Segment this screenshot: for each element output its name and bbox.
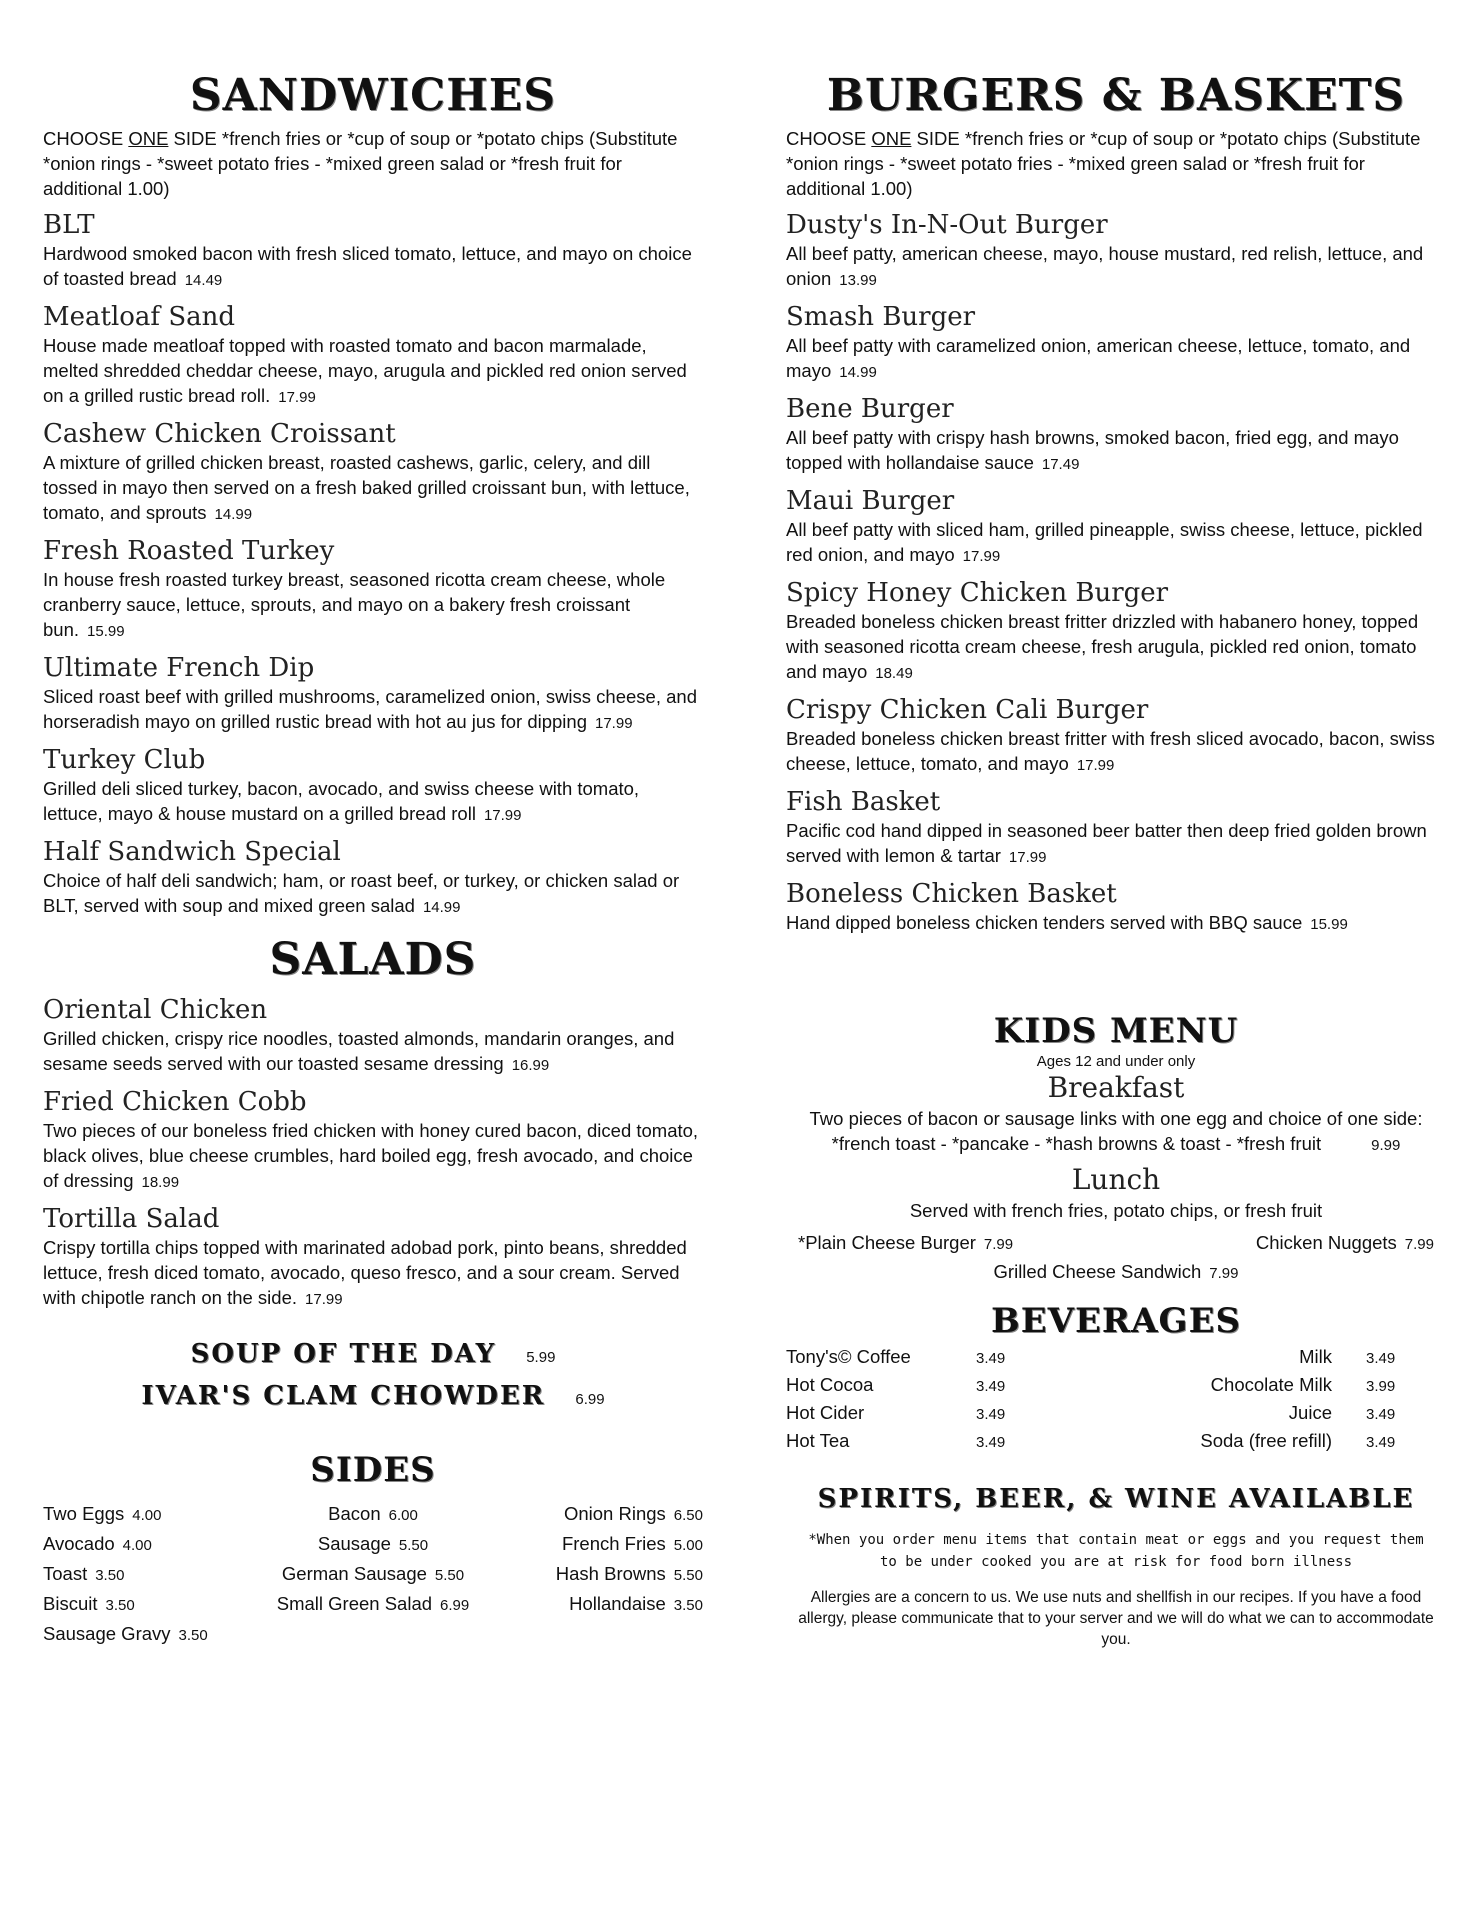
item-price: 14.49 bbox=[184, 272, 223, 289]
kids-lunch-title: Lunch bbox=[1071, 1163, 1161, 1196]
item-name: Meatloaf Sand bbox=[43, 302, 236, 332]
beverage-price: 3.49 bbox=[1366, 1434, 1396, 1451]
menu-item bbox=[786, 878, 1446, 937]
side-item: Sausage 5.50 bbox=[317, 1533, 429, 1554]
beverage-row bbox=[786, 1371, 1446, 1399]
item-name: Bene Burger bbox=[786, 394, 954, 424]
item-price: 17.99 bbox=[278, 389, 316, 406]
menu-item bbox=[43, 209, 703, 293]
side-item: Hash Browns 5.50 bbox=[555, 1563, 703, 1584]
menu-item bbox=[43, 652, 703, 736]
kids-lunch-item: Grilled Cheese Sandwich 7.99 bbox=[993, 1261, 1239, 1282]
menu-item bbox=[786, 393, 1446, 477]
food-safety-notice: *When you order menu items that contain meat or eggs and you request them to be under cooked you are at risk for food born illness bbox=[808, 1532, 1424, 1570]
side-item: German Sausage 5.50 bbox=[281, 1563, 465, 1584]
item-description: Grilled deli sliced turkey, bacon, avocado, and swiss cheese with tomato, lettuce, mayo & house mustard on a grilled bread roll 17.99 bbox=[43, 778, 640, 824]
beverage-name: Hot Cocoa bbox=[786, 1374, 874, 1395]
item-price: 14.99 bbox=[422, 899, 461, 916]
sandwich-list bbox=[43, 209, 703, 920]
soup-of-the-day: SOUP OF THE DAY 5.99 bbox=[190, 1339, 556, 1369]
beverage-name: Chocolate Milk bbox=[1210, 1374, 1332, 1395]
menu-item bbox=[786, 209, 1446, 293]
menu-item bbox=[43, 1086, 703, 1195]
side-item: Toast 3.50 bbox=[43, 1563, 125, 1584]
beverage-price: 3.49 bbox=[1366, 1350, 1396, 1367]
beverage-row bbox=[786, 1343, 1446, 1371]
kids-subtitle: Ages 12 and under only bbox=[1036, 1053, 1196, 1070]
beverage-price: 3.49 bbox=[1366, 1406, 1396, 1423]
allergy-notice: Allergies are a concern to us. We use nuts and shellfish in our recipes. If you have a food allergy, please communicate that to your server and we will do what we can to accommodate you. bbox=[798, 1589, 1434, 1648]
soup-section bbox=[43, 1338, 703, 1412]
item-price: 17.99 bbox=[962, 548, 1001, 565]
item-description: Hand dipped boneless chicken tenders served with BBQ sauce 15.99 bbox=[786, 912, 1348, 933]
item-price: 13.99 bbox=[839, 272, 877, 289]
item-name: Maui Burger bbox=[786, 486, 955, 516]
sides-column-1 bbox=[43, 1500, 263, 1650]
sides-column-3 bbox=[483, 1500, 703, 1650]
item-price: 15.99 bbox=[1310, 916, 1348, 933]
kids-lunch-item: Chicken Nuggets 7.99 bbox=[1255, 1232, 1434, 1253]
beverage-row bbox=[786, 1427, 1446, 1455]
item-description: Breaded boneless chicken breast fritter with fresh sliced avocado, bacon, swiss cheese, lettuce, tomato, and mayo 17.99 bbox=[786, 728, 1435, 774]
item-price: 18.99 bbox=[141, 1174, 180, 1191]
sides-title: SIDES bbox=[310, 1450, 436, 1490]
side-item: Hollandaise 3.50 bbox=[569, 1593, 703, 1614]
right-column bbox=[786, 70, 1446, 1650]
beverages-table bbox=[786, 1343, 1446, 1455]
menu-item bbox=[786, 301, 1446, 385]
menu-item bbox=[43, 301, 703, 410]
beverages-title: BEVERAGES bbox=[990, 1301, 1242, 1341]
menu-item bbox=[43, 836, 703, 920]
item-name: Dusty's In-N-Out Burger bbox=[786, 210, 1108, 240]
beverage-name: Juice bbox=[1288, 1402, 1332, 1423]
item-description: Two pieces of our boneless fried chicken with honey cured bacon, diced tomato, black olives, blue cheese crumbles, hard boiled egg, fresh avocado, and choice of dressing 18.99 bbox=[43, 1120, 699, 1191]
menu-item bbox=[43, 535, 703, 644]
kids-breakfast-title: Breakfast bbox=[1047, 1071, 1185, 1104]
item-description: House made meatloaf topped with roasted tomato and bacon marmalade, melted shredded cheddar cheese, mayo, arugula and pickled red onion served on a grilled rustic bread roll. 17.99 bbox=[43, 335, 687, 406]
salads-title: SALADS bbox=[269, 934, 477, 985]
sides-column-2 bbox=[263, 1500, 483, 1650]
item-description: All beef patty with sliced ham, grilled pineapple, swiss cheese, lettuce, pickled red onion, and mayo 17.99 bbox=[786, 519, 1423, 565]
item-price: 17.99 bbox=[1076, 757, 1115, 774]
item-name: Crispy Chicken Cali Burger bbox=[786, 695, 1149, 725]
sandwiches-intro: CHOOSE ONE SIDE *french fries or *cup of soup or *potato chips (Substitute *onion rings - *sweet potato fries - *mixed green salad or *fresh fruit for additional 1.00) bbox=[43, 128, 678, 199]
item-name: Turkey Club bbox=[43, 745, 206, 775]
beverage-name: Tony's© Coffee bbox=[786, 1346, 911, 1367]
side-item: Avocado 4.00 bbox=[43, 1533, 152, 1554]
menu-item bbox=[786, 485, 1446, 569]
side-item: Biscuit 3.50 bbox=[43, 1593, 135, 1614]
item-name: Boneless Chicken Basket bbox=[786, 879, 1117, 909]
item-price: 14.99 bbox=[839, 364, 877, 381]
item-description: All beef patty, american cheese, mayo, house mustard, red relish, lettuce, and onion 13.99 bbox=[786, 243, 1424, 289]
sides-grid bbox=[43, 1500, 703, 1650]
item-description: Pacific cod hand dipped in seasoned beer batter then deep fried golden brown served with lemon & tartar 17.99 bbox=[786, 820, 1427, 866]
kids-lunch-item: *Plain Cheese Burger 7.99 bbox=[798, 1232, 1014, 1253]
item-name: Smash Burger bbox=[786, 302, 976, 332]
beverage-price: 3.49 bbox=[976, 1406, 1006, 1423]
side-item: Two Eggs 4.00 bbox=[43, 1503, 162, 1524]
item-description: Sliced roast beef with grilled mushrooms, caramelized onion, swiss cheese, and horseradish mayo on grilled rustic bread with hot au jus for dipping 17.99 bbox=[43, 686, 697, 732]
burgers-title: BURGERS & BASKETS bbox=[826, 70, 1406, 121]
item-price: 17.49 bbox=[1041, 456, 1080, 473]
item-name: Spicy Honey Chicken Burger bbox=[786, 578, 1169, 608]
beverage-name: Milk bbox=[1299, 1346, 1332, 1367]
sandwiches-title: SANDWICHES bbox=[189, 70, 557, 121]
menu-item bbox=[786, 577, 1446, 686]
item-name: Tortilla Salad bbox=[43, 1204, 220, 1234]
menu-item bbox=[43, 1203, 703, 1312]
kids-title: KIDS MENU bbox=[993, 1011, 1239, 1051]
menu-item bbox=[43, 418, 703, 527]
item-price: 17.99 bbox=[595, 715, 633, 732]
item-price: 18.49 bbox=[875, 665, 913, 682]
clam-chowder: IVAR'S CLAM CHOWDER 6.99 bbox=[141, 1381, 605, 1411]
beverage-price: 3.49 bbox=[976, 1434, 1006, 1451]
item-description: In house fresh roasted turkey breast, seasoned ricotta cream cheese, whole cranberry sauce, lettuce, sprouts, and mayo on a bakery fresh croissant bun. 15.99 bbox=[43, 569, 666, 640]
item-name: Oriental Chicken bbox=[43, 995, 268, 1025]
beverage-name: Hot Cider bbox=[786, 1402, 865, 1423]
item-description: Choice of half deli sandwich; ham, or roast beef, or turkey, or chicken salad or BLT, served with soup and mixed green salad 14.99 bbox=[43, 870, 680, 916]
beverage-row bbox=[786, 1399, 1446, 1427]
item-price: 14.99 bbox=[214, 506, 253, 523]
item-price: 17.99 bbox=[1008, 849, 1047, 866]
beverage-name: Hot Tea bbox=[786, 1430, 850, 1451]
item-name: BLT bbox=[43, 210, 95, 240]
side-item: French Fries 5.00 bbox=[561, 1533, 703, 1554]
side-item: Sausage Gravy 3.50 bbox=[43, 1623, 208, 1644]
item-price: 17.99 bbox=[483, 807, 522, 824]
side-item: Small Green Salad 6.99 bbox=[276, 1593, 470, 1614]
item-description: All beef patty with crispy hash browns, smoked bacon, fried egg, and mayo topped with hollandaise sauce 17.49 bbox=[786, 427, 1399, 473]
item-name: Fish Basket bbox=[786, 787, 941, 817]
item-description: Hardwood smoked bacon with fresh sliced tomato, lettuce, and mayo on choice of toasted bread 14.49 bbox=[43, 243, 692, 289]
item-price: 17.99 bbox=[305, 1291, 343, 1308]
item-description: Breaded boneless chicken breast fritter drizzled with habanero honey, topped with seasoned ricotta cream cheese, fresh arugula, pickled red onion, tomato and mayo 18.49 bbox=[786, 611, 1419, 682]
beverage-price: 3.49 bbox=[976, 1378, 1006, 1395]
kids-breakfast-desc: Two pieces of bacon or sausage links with one egg and choice of one side: *french toast - *pancake - *hash browns & toast - *fresh fruit 9.99 bbox=[809, 1108, 1423, 1154]
salad-list bbox=[43, 994, 703, 1312]
menu-item bbox=[43, 744, 703, 828]
kids-lunch-row bbox=[786, 1229, 1446, 1259]
item-name: Cashew Chicken Croissant bbox=[43, 419, 396, 449]
burger-list bbox=[786, 209, 1446, 937]
left-column bbox=[43, 70, 703, 1650]
burgers-intro: CHOOSE ONE SIDE *french fries or *cup of soup or *potato chips (Substitute *onion rings - *sweet potato fries - *mixed green salad or *fresh fruit for additional 1.00) bbox=[786, 128, 1421, 199]
beverage-price: 3.99 bbox=[1366, 1378, 1396, 1395]
kids-menu bbox=[786, 1009, 1446, 1287]
item-name: Ultimate French Dip bbox=[43, 653, 315, 683]
beverage-name: Soda (free refill) bbox=[1200, 1430, 1332, 1451]
kids-lunch-desc: Served with french fries, potato chips, or fresh fruit bbox=[909, 1200, 1323, 1221]
item-name: Fried Chicken Cobb bbox=[43, 1087, 307, 1117]
item-name: Half Sandwich Special bbox=[43, 837, 341, 867]
item-description: Crispy tortilla chips topped with marinated adobad pork, pinto beans, shredded lettuce, fresh diced tomato, avocado, queso fresco, and a sour cream. Served with chipotle ranch on the side. 17.99 bbox=[43, 1237, 687, 1308]
side-item: Bacon 6.00 bbox=[328, 1503, 418, 1524]
beverage-price: 3.49 bbox=[976, 1350, 1006, 1367]
side-item: Onion Rings 6.50 bbox=[563, 1503, 703, 1524]
menu-item bbox=[786, 694, 1446, 778]
item-description: All beef patty with caramelized onion, american cheese, lettuce, tomato, and mayo 14.99 bbox=[786, 335, 1411, 381]
item-description: Grilled chicken, crispy rice noodles, toasted almonds, mandarin oranges, and sesame seeds served with our toasted sesame dressing 16.99 bbox=[43, 1028, 675, 1074]
menu-item bbox=[786, 786, 1446, 870]
item-description: A mixture of grilled chicken breast, roasted cashews, garlic, celery, and dill tossed in mayo then served on a fresh baked grilled croissant bun, with lettuce, tomato, and sprouts 14.99 bbox=[43, 452, 690, 523]
spirits-banner: SPIRITS, BEER, & WINE AVAILABLE bbox=[817, 1484, 1415, 1514]
item-price: 15.99 bbox=[87, 623, 125, 640]
item-price: 16.99 bbox=[511, 1057, 550, 1074]
item-name: Fresh Roasted Turkey bbox=[43, 536, 335, 566]
menu-item bbox=[43, 994, 703, 1078]
